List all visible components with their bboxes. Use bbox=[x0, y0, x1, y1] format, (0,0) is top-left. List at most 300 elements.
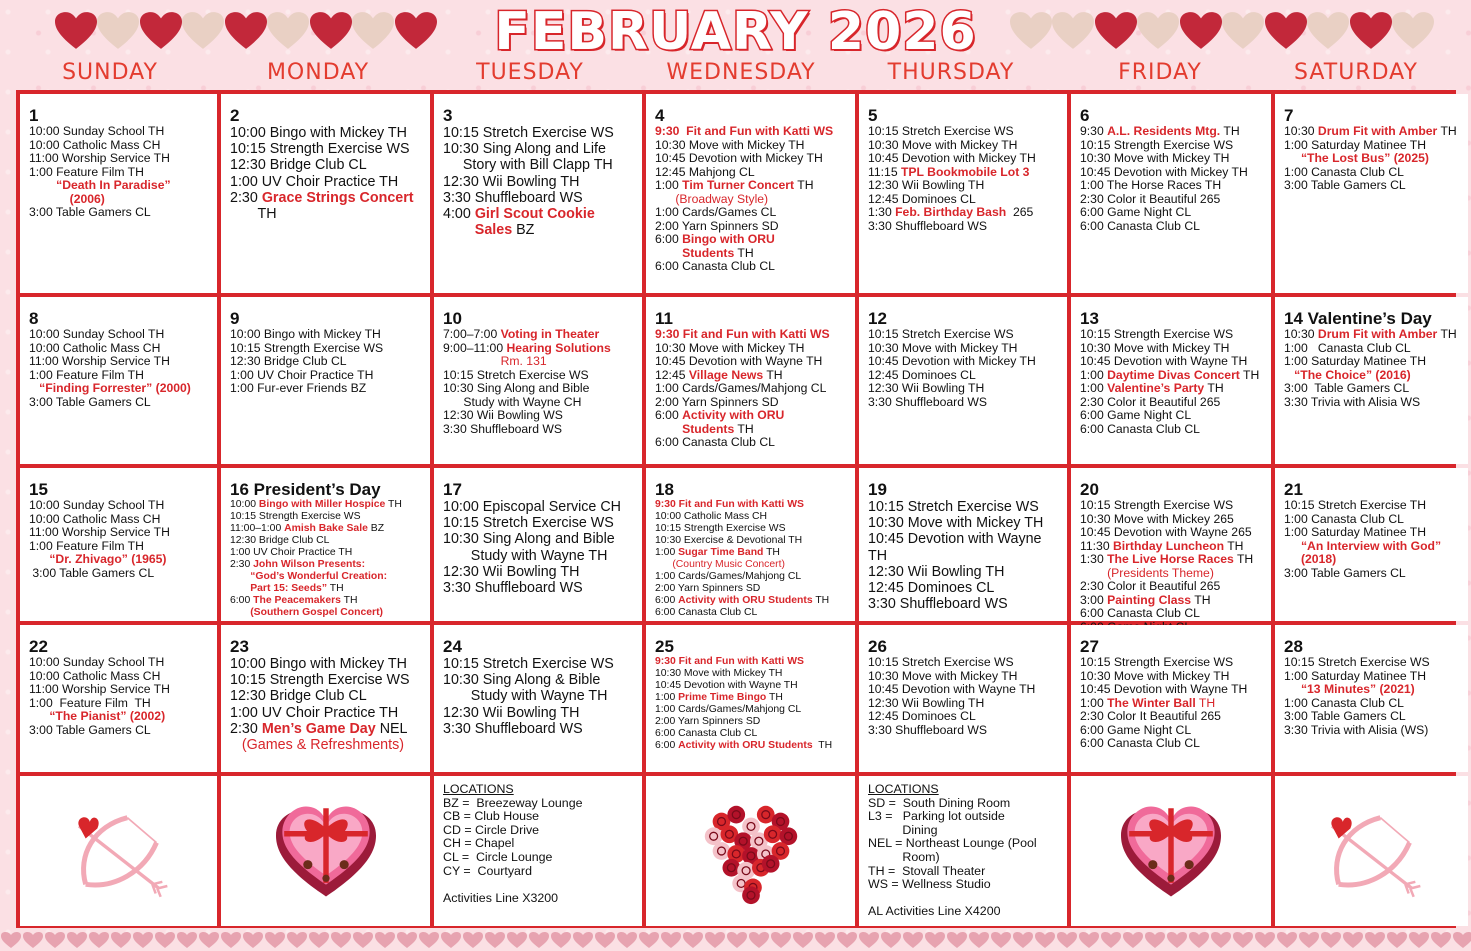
event-line bbox=[443, 328, 634, 342]
event-text: 10:30 Exercise & Devotional TH bbox=[655, 535, 803, 546]
event-highlight-text: Prime Time Bingo bbox=[678, 692, 767, 703]
event-line bbox=[230, 656, 422, 672]
event-text: 10:15 Strength Exercise WS bbox=[1080, 137, 1234, 152]
day-number-value: 7 bbox=[1284, 106, 1294, 125]
day-number bbox=[230, 107, 422, 125]
location-line: BZ = Breezeway Lounge bbox=[443, 795, 583, 810]
event-highlight-text: Grace Strings Concert bbox=[261, 189, 414, 206]
event-text: 10:30 Move with Mickey TH bbox=[655, 668, 783, 679]
event-text: 10:45 Devotion with Mickey TH bbox=[1080, 164, 1248, 179]
event-line bbox=[230, 511, 422, 523]
day-number-value: 26 bbox=[868, 637, 887, 656]
day-number bbox=[29, 481, 209, 499]
event-highlight-text: (Broadway Style) bbox=[675, 191, 769, 206]
event-line bbox=[868, 670, 1059, 684]
weekday-header-monday: MONDAY bbox=[266, 60, 370, 85]
event-line bbox=[655, 193, 847, 207]
event-text bbox=[655, 422, 682, 436]
event-text: 6:00 bbox=[655, 595, 679, 606]
event-text: 10:30 Move with Mickey TH bbox=[868, 340, 1018, 355]
day-number-value: 20 bbox=[1080, 480, 1099, 499]
event-line bbox=[1080, 670, 1263, 684]
event-line bbox=[443, 355, 634, 369]
event-text: 1:00 UV Choir Practice TH bbox=[230, 173, 399, 190]
event-text: 12:30 Wii Bowling TH bbox=[868, 178, 985, 192]
event-line bbox=[443, 157, 634, 173]
event-line bbox=[1080, 125, 1263, 139]
event-line bbox=[443, 174, 634, 190]
event-text: 2:00 Yarn Spinners SD bbox=[655, 218, 779, 233]
day-cell-8[interactable] bbox=[20, 297, 217, 464]
day-cell-27[interactable] bbox=[1071, 625, 1271, 772]
event-highlight-text: “13 Minutes” (2021) bbox=[1300, 682, 1415, 696]
event-line bbox=[443, 342, 634, 356]
day-number-value: 19 bbox=[868, 480, 887, 499]
event-line bbox=[655, 535, 847, 547]
event-text: 10:15 Strength Exercise WS bbox=[1080, 327, 1234, 341]
event-text: 10:30 Move with Mickey 265 bbox=[1080, 511, 1234, 526]
bottom-hearts-border bbox=[0, 931, 1471, 951]
event-text: 2:00 Yarn Spinners SD bbox=[655, 583, 761, 594]
event-line bbox=[443, 705, 634, 721]
event-text: 10:00 Catholic Mass CH bbox=[29, 340, 161, 355]
event-text: 6:00 bbox=[655, 740, 679, 751]
event-text: 12:30 Wii Bowling TH bbox=[868, 381, 985, 395]
event-highlight-text: 9:30 Fit and Fun with Katti WS bbox=[655, 327, 830, 341]
event-text: 3:00 Table Gamers CL bbox=[1284, 565, 1406, 580]
event-text: TH bbox=[327, 583, 344, 594]
day-number-value: 27 bbox=[1080, 637, 1099, 656]
event-line bbox=[230, 342, 422, 356]
day-cell-3[interactable] bbox=[434, 94, 642, 293]
event-line bbox=[1080, 355, 1263, 369]
event-text: 1:00 Feature Film TH bbox=[29, 164, 144, 179]
day-cell-20[interactable] bbox=[1071, 468, 1271, 621]
event-text: TH bbox=[812, 595, 830, 606]
day-cell-28[interactable] bbox=[1275, 625, 1468, 772]
day-cell-15[interactable] bbox=[20, 468, 217, 621]
day-cell-13[interactable] bbox=[1071, 297, 1271, 464]
event-line bbox=[1284, 179, 1460, 193]
day-cell-2[interactable] bbox=[221, 94, 430, 293]
event-highlight-text: “The Choice” (2016) bbox=[1294, 367, 1411, 382]
event-highlight-text: 9:30 Fit and Fun with Katti WS bbox=[655, 499, 804, 510]
event-highlight-text: The Peacemakers bbox=[253, 595, 341, 606]
day-number-value: 14 bbox=[1284, 309, 1303, 328]
event-line bbox=[1284, 697, 1460, 711]
event-line bbox=[29, 540, 209, 554]
event-line bbox=[443, 125, 634, 141]
event-highlight-text: “An Interview with God” bbox=[1300, 538, 1442, 553]
day-number-value: 16 bbox=[230, 480, 249, 499]
event-line bbox=[655, 179, 847, 193]
event-text: 10:30 bbox=[1284, 327, 1318, 341]
event-text: 12:45 Dominoes CL bbox=[868, 709, 976, 723]
bow-arrow-decoration bbox=[1275, 776, 1468, 926]
event-line bbox=[1284, 670, 1460, 684]
event-text: 2:00 Yarn Spinners SD bbox=[655, 716, 761, 727]
event-line bbox=[1080, 139, 1263, 153]
event-text: 1:00 Fur-ever Friends BZ bbox=[230, 381, 367, 395]
event-line bbox=[655, 704, 847, 716]
event-text: 6:00 Canasta Club CL bbox=[1080, 218, 1200, 233]
event-text: 10:15 Stretch Exercise TH bbox=[1284, 498, 1427, 512]
day-cell-21[interactable] bbox=[1275, 468, 1468, 621]
event-text: 11:00 Worship Service TH bbox=[29, 354, 170, 368]
event-line bbox=[29, 567, 209, 581]
event-text: 12:30 Bridge Club CL bbox=[230, 535, 330, 546]
event-line bbox=[29, 152, 209, 166]
event-line bbox=[1080, 152, 1263, 166]
location-line: CY = Courtyard bbox=[443, 863, 532, 878]
event-text: TH bbox=[812, 740, 833, 751]
event-line bbox=[655, 583, 847, 595]
event-line bbox=[443, 564, 634, 580]
event-text: 10:15 Strength Exercise WS bbox=[230, 511, 361, 522]
event-highlight-text: Men’s Game Day bbox=[261, 720, 376, 737]
event-text bbox=[1284, 539, 1301, 553]
event-line bbox=[443, 206, 634, 222]
day-cell-9[interactable] bbox=[221, 297, 430, 464]
locations-heading: LOCATIONS bbox=[868, 782, 939, 796]
event-line bbox=[1080, 607, 1263, 621]
event-line bbox=[230, 499, 422, 511]
event-text: 10:30 Move with Mickey TH bbox=[868, 668, 1018, 683]
event-line bbox=[1080, 423, 1263, 437]
event-text bbox=[230, 571, 250, 582]
location-line: SD = South Dining Room bbox=[868, 795, 1011, 810]
day-number bbox=[655, 481, 847, 499]
day-cell-23[interactable] bbox=[221, 625, 430, 772]
event-text: 10:00 bbox=[230, 499, 259, 510]
event-text: 10:45 Devotion with Wayne TH bbox=[868, 682, 1036, 696]
event-line bbox=[29, 683, 209, 697]
event-line bbox=[655, 728, 847, 740]
day-number bbox=[1080, 481, 1263, 499]
event-line bbox=[655, 423, 847, 437]
event-text: 1:00 Cards/Games/Mahjong CL bbox=[655, 704, 802, 715]
event-line bbox=[29, 656, 209, 670]
day-cell-1[interactable] bbox=[20, 94, 217, 293]
event-line bbox=[29, 125, 209, 139]
event-highlight-text: “The Pianist” (2002) bbox=[49, 709, 166, 723]
event-text: 3:00 Table Gamers CL bbox=[29, 205, 151, 219]
event-line bbox=[1080, 396, 1263, 410]
day-number-value: 28 bbox=[1284, 637, 1303, 656]
day-number-value: 25 bbox=[655, 637, 674, 656]
event-line bbox=[655, 409, 847, 423]
event-line bbox=[1080, 499, 1263, 513]
day-number bbox=[230, 638, 422, 656]
day-cell-18[interactable] bbox=[646, 468, 855, 621]
event-text: BZ bbox=[512, 222, 535, 239]
event-line bbox=[1284, 369, 1460, 383]
event-line bbox=[1284, 553, 1460, 567]
day-number-value: 17 bbox=[443, 480, 462, 499]
event-highlight-text: (Presidents Theme) bbox=[1107, 565, 1214, 580]
event-line bbox=[230, 382, 422, 396]
day-number bbox=[1080, 310, 1263, 328]
event-text: 1:00 UV Choir Practice TH bbox=[230, 704, 399, 721]
event-line bbox=[230, 737, 422, 753]
event-text: Study with Wayne TH bbox=[443, 688, 608, 705]
day-number bbox=[1080, 638, 1263, 656]
event-text: 3:00 Table Gamers CL bbox=[1284, 381, 1410, 395]
event-text: TH bbox=[340, 595, 358, 606]
event-line bbox=[1080, 220, 1263, 234]
event-text: 1:00 bbox=[655, 692, 679, 703]
bow-arrow-icon bbox=[1322, 805, 1422, 897]
event-text: 6:00 bbox=[655, 232, 683, 246]
event-line bbox=[443, 141, 634, 157]
heart-box-icon bbox=[270, 801, 382, 901]
event-line bbox=[655, 260, 847, 274]
location-line: AL Activities Line X4200 bbox=[868, 904, 1001, 919]
event-text: 3:30 Shuffleboard WS bbox=[443, 580, 583, 597]
event-line bbox=[868, 206, 1059, 220]
event-text: 10:00 Catholic Mass CH bbox=[29, 511, 161, 526]
event-highlight-text: Hearing Solutions bbox=[506, 340, 611, 355]
day-cell-5[interactable] bbox=[859, 94, 1067, 293]
event-text bbox=[1284, 682, 1301, 696]
event-line bbox=[868, 697, 1059, 711]
event-text bbox=[1284, 552, 1301, 566]
day-number bbox=[443, 310, 634, 328]
event-text: 10:15 Stretch Exercise WS bbox=[868, 655, 1014, 669]
event-line bbox=[230, 705, 422, 721]
day-number-value: 3 bbox=[443, 106, 453, 125]
event-text: TH bbox=[385, 499, 402, 510]
event-line bbox=[1284, 724, 1460, 738]
event-text: 10:00 Sunday School TH bbox=[29, 327, 165, 341]
location-line: CB = Club House bbox=[443, 809, 540, 824]
event-line bbox=[1080, 513, 1263, 527]
event-text: TH bbox=[734, 421, 754, 436]
day-number bbox=[443, 481, 634, 499]
event-highlight-text: Students bbox=[682, 421, 735, 436]
event-line bbox=[655, 680, 847, 692]
event-text: 12:45 Dominoes CL bbox=[868, 580, 995, 597]
event-text: 12:30 Wii Bowling WS bbox=[443, 408, 563, 422]
event-text: 12:30 Wii Bowling TH bbox=[868, 695, 985, 710]
day-number-value: 8 bbox=[29, 309, 39, 328]
event-line bbox=[29, 724, 209, 738]
event-text: 10:30 Move with Mickey TH bbox=[655, 340, 805, 355]
bow-arrow-decoration bbox=[20, 776, 217, 926]
event-text: 2:00 Yarn Spinners SD bbox=[655, 394, 779, 409]
event-line bbox=[1284, 567, 1460, 581]
event-line bbox=[443, 423, 634, 437]
day-cell-26[interactable] bbox=[859, 625, 1067, 772]
day-cell-16[interactable] bbox=[221, 468, 430, 621]
day-cell-19[interactable] bbox=[859, 468, 1067, 621]
day-cell-24[interactable] bbox=[434, 625, 642, 772]
day-number bbox=[29, 310, 209, 328]
event-line bbox=[29, 382, 209, 396]
weekday-header-sunday: SUNDAY bbox=[62, 60, 158, 85]
event-text: 10:45 Devotion with Wayne TH bbox=[655, 354, 823, 368]
locations-legend bbox=[859, 776, 1067, 926]
event-text: 1:00 Canasta Club CL bbox=[1284, 164, 1404, 179]
day-number bbox=[29, 638, 209, 656]
event-line bbox=[1080, 710, 1263, 724]
event-text: 3:00 Table Gamers CL bbox=[29, 722, 151, 737]
day-number bbox=[1284, 310, 1460, 328]
event-line bbox=[443, 672, 634, 688]
event-line bbox=[29, 697, 209, 711]
event-line bbox=[29, 499, 209, 513]
event-text: 1:00 bbox=[655, 547, 679, 558]
event-line bbox=[868, 355, 1059, 369]
event-text: 10:15 Stretch Exercise WS bbox=[1284, 655, 1430, 669]
event-line bbox=[443, 515, 634, 531]
event-line bbox=[1284, 396, 1460, 410]
location-line: Activities Line X3200 bbox=[443, 890, 559, 905]
event-line bbox=[1080, 683, 1263, 697]
event-text: 1:00 bbox=[1080, 367, 1108, 382]
day-number bbox=[655, 310, 847, 328]
event-highlight-text: Valentine’s Party bbox=[1107, 381, 1205, 395]
event-text: 1:00 Cards/Games/Mahjong CL bbox=[655, 571, 802, 582]
event-text bbox=[443, 354, 501, 368]
event-line bbox=[443, 548, 634, 564]
event-line bbox=[655, 342, 847, 356]
event-text: 10:30 Move with Mickey TH bbox=[868, 515, 1044, 532]
event-text: 6:00 Game Night CL bbox=[1080, 205, 1192, 219]
event-line bbox=[868, 515, 1059, 531]
event-line bbox=[29, 396, 209, 410]
event-text: 10:45 Devotion with Mickey TH bbox=[868, 151, 1036, 165]
location-line: NEL = Northeast Lounge (Pool bbox=[868, 836, 1037, 851]
event-highlight-text: Activity with ORU bbox=[682, 408, 785, 422]
day-cell-4[interactable] bbox=[646, 94, 855, 293]
event-line bbox=[868, 710, 1059, 724]
event-text: NEL bbox=[375, 720, 408, 737]
event-line bbox=[230, 206, 422, 222]
event-line bbox=[29, 139, 209, 153]
event-text: 3:30 Trivia with Alisia WS bbox=[1284, 394, 1421, 409]
event-highlight-text: Tim Turner Concert bbox=[682, 178, 795, 192]
event-text: 2:30 Color it Beautiful 265 bbox=[1080, 579, 1221, 593]
event-text: Story with Bill Clapp TH bbox=[443, 157, 613, 174]
event-text: 11:30 bbox=[1080, 538, 1113, 553]
event-line bbox=[1284, 166, 1460, 180]
event-text: 9:30 bbox=[1080, 124, 1108, 138]
event-text: 10:15 Strength Exercise WS bbox=[230, 672, 410, 689]
event-text: 10:30 Move with Mickey TH bbox=[1080, 668, 1230, 683]
day-cell-17[interactable] bbox=[434, 468, 642, 621]
event-line bbox=[868, 656, 1059, 670]
event-line bbox=[1284, 656, 1460, 670]
weekday-header-thursday: THURSDAY bbox=[887, 60, 1015, 85]
event-text: TH bbox=[230, 206, 277, 223]
day-number bbox=[868, 481, 1059, 499]
event-text: 3:00 Table Gamers CL bbox=[1284, 178, 1406, 192]
event-text: 6:00 Canasta Club CL bbox=[655, 728, 758, 739]
event-highlight-text: Amish Bake Sale bbox=[284, 523, 368, 534]
event-line bbox=[1080, 179, 1263, 193]
event-text: 10:30 Sing Along and Life bbox=[443, 141, 606, 158]
event-text: 1:00 Feature Film TH bbox=[29, 695, 151, 710]
day-number-value: 2 bbox=[230, 106, 240, 125]
event-line bbox=[443, 580, 634, 596]
day-cell-12[interactable] bbox=[859, 297, 1067, 464]
event-highlight-text: Drum Fit with Amber bbox=[1317, 124, 1438, 138]
event-text: 12:30 Wii Bowling TH bbox=[868, 563, 1005, 580]
day-cell-11[interactable] bbox=[646, 297, 855, 464]
event-text: 10:00 Catholic Mass CH bbox=[655, 511, 768, 522]
event-text: 3:30 Shuffleboard WS bbox=[868, 394, 988, 409]
locations-legend bbox=[434, 776, 642, 926]
day-number-value: 15 bbox=[29, 480, 48, 499]
day-cell-14[interactable] bbox=[1275, 297, 1468, 464]
day-number-value: 22 bbox=[29, 637, 48, 656]
event-text bbox=[29, 709, 49, 723]
day-cell-6[interactable] bbox=[1071, 94, 1271, 293]
event-highlight-text: Voting in Theater bbox=[500, 327, 600, 341]
event-line bbox=[655, 125, 847, 139]
event-highlight-text: Bingo with Miller Hospice bbox=[258, 499, 386, 510]
event-text: 10:30 Sing Along and Bible bbox=[443, 531, 615, 548]
event-text: 1:00 bbox=[1080, 695, 1108, 710]
event-highlight-text: “God’s Wonderful Creation: bbox=[250, 571, 388, 582]
event-line bbox=[868, 724, 1059, 738]
event-text: 6:00 bbox=[655, 408, 683, 422]
event-line bbox=[230, 607, 422, 619]
event-text: 3:30 Shuffleboard WS bbox=[443, 421, 563, 436]
event-text: 1:00 UV Choir Practice TH bbox=[230, 367, 374, 382]
event-line bbox=[1284, 152, 1460, 166]
event-text: 12:45 Dominoes CL bbox=[868, 367, 976, 382]
event-text bbox=[443, 222, 475, 238]
event-text: 10:00 Bingo with Mickey TH bbox=[230, 125, 407, 141]
event-text: 6:00 Canasta Club CL bbox=[1080, 736, 1200, 750]
event-highlight-text: Activity with ORU Students bbox=[678, 595, 813, 606]
event-line bbox=[1080, 553, 1263, 567]
event-text bbox=[1284, 368, 1294, 382]
day-number bbox=[1284, 481, 1460, 499]
day-cell-10[interactable] bbox=[434, 297, 642, 464]
event-line bbox=[655, 220, 847, 234]
event-highlight-text: “Dr. Zhivago” (1965) bbox=[49, 552, 167, 566]
event-text: 10:15 Stretch Exercise WS bbox=[443, 125, 614, 141]
event-line bbox=[230, 355, 422, 369]
event-line bbox=[1080, 328, 1263, 342]
event-line bbox=[29, 193, 209, 207]
event-text: 6:00 Game Night CL bbox=[1080, 408, 1192, 422]
day-number-value: 6 bbox=[1080, 106, 1090, 125]
day-cell-7[interactable] bbox=[1275, 94, 1468, 293]
event-line bbox=[443, 688, 634, 704]
day-cell-22[interactable] bbox=[20, 625, 217, 772]
event-text: 10:15 Strength Exercise WS bbox=[1080, 498, 1234, 512]
event-highlight-text: 9:30 Fit and Fun with Katti WS bbox=[655, 124, 834, 138]
event-highlight-text: Girl Scout Cookie bbox=[474, 206, 595, 223]
event-line bbox=[655, 595, 847, 607]
event-text: 10:15 Strength Exercise WS bbox=[230, 141, 410, 158]
event-text: 12:30 Bridge Club CL bbox=[230, 354, 347, 368]
location-line: L3 = Parking lot outside bbox=[868, 809, 1005, 824]
event-highlight-text: 9:30 Fit and Fun with Katti WS bbox=[655, 656, 804, 667]
event-highlight-text: Sugar Time Band bbox=[678, 547, 764, 558]
event-line bbox=[655, 328, 847, 342]
event-text: 10:00 Bingo with Mickey TH bbox=[230, 656, 407, 672]
event-line bbox=[868, 548, 1059, 564]
event-line bbox=[655, 740, 847, 752]
event-line bbox=[230, 721, 422, 737]
event-text: 10:30 Move with Mickey TH bbox=[868, 137, 1018, 152]
day-cell-25[interactable] bbox=[646, 625, 855, 772]
